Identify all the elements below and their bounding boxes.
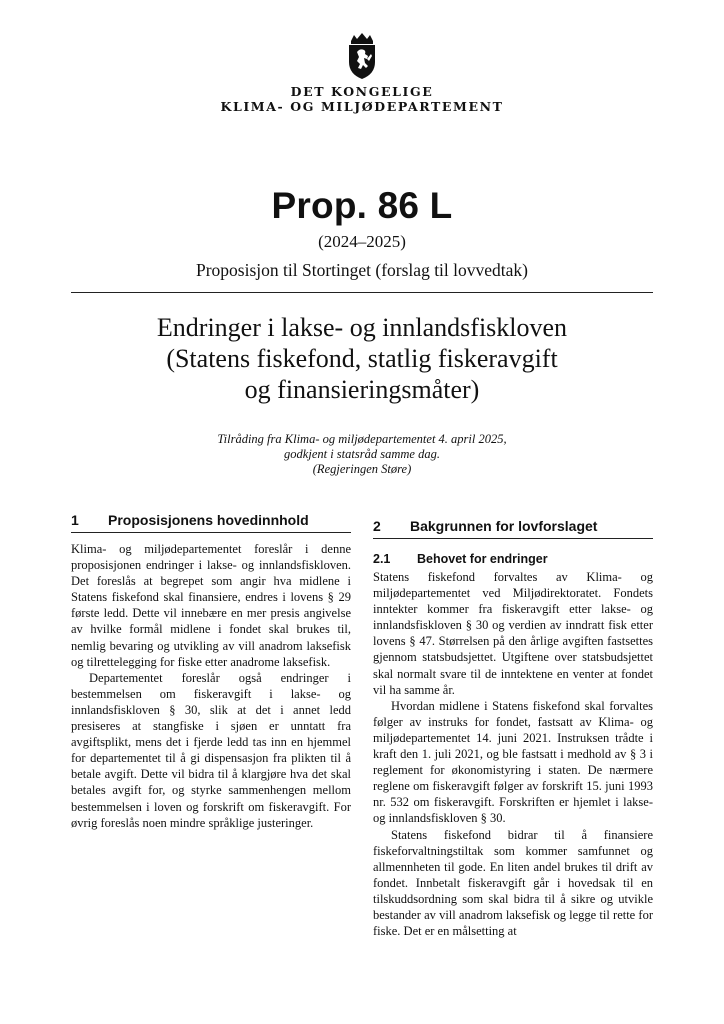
norwegian-lion-coat-of-arms-icon bbox=[341, 32, 383, 80]
section-heading bbox=[373, 516, 653, 539]
approval-note bbox=[0, 432, 724, 477]
approval-line: (Regjeringen Støre) bbox=[312, 462, 412, 476]
session-years: (2024–2025) bbox=[318, 232, 406, 251]
main-title-line: og finansieringsmåter) bbox=[244, 375, 480, 404]
department-name-line2: KLIMA- OG MILJØDEPARTEMENT bbox=[220, 99, 504, 114]
department-name-line1: DET KONGELIGE bbox=[290, 84, 434, 99]
subsection-title: Behovet for endringer bbox=[417, 552, 548, 566]
section-number: 1 bbox=[71, 512, 79, 528]
section-number: 2 bbox=[373, 518, 381, 534]
main-title bbox=[0, 312, 724, 405]
letterhead bbox=[0, 32, 724, 114]
body-paragraph: Statens fiskefond forvaltes av Klima- og miljødepartementet ved Miljødirektoratet. Fondets inntekter kommer fra fiskeravgift etter lakse- og innlandsfiskloven § 30 og verdien av inndratt fisk etter lovens § 47. Størrelsen på den årlige avgiften fastsettes gjennom statsbudsjettet. Utgiftene over statsbudsjettet skal normalt svare til de inntektene en venter at fondet vil ha samme år. bbox=[373, 570, 653, 697]
right-column bbox=[373, 516, 653, 939]
subsection-number: 2.1 bbox=[373, 552, 391, 566]
section-title: Bakgrunnen for lovforslaget bbox=[410, 518, 598, 534]
body-paragraph: Departementet foreslår også endringer i bestemmelsen om fiskeravgift i lakse- og innlandsfiskloven § 30, slik at det i annet ledd presiseres at stangfiske i sjøen er unntatt fra avgiftsplikt, mens det i fjerde ledd tas inn en hjemmel for departementet til å gi dispensasjon fra plikten til å betale avgift. Dette vil bidra til å klargjøre hva det skal betales avgift for, og styrke sammenhengen mellom bestemmelsen i loven og forskrift om fiskeravgift. For øvrig foreslås noen mindre språklige justeringer. bbox=[71, 670, 351, 830]
subsection-heading bbox=[373, 551, 653, 567]
body-paragraph: Klima- og miljødepartementet foreslår i denne proposisjonen endringer i lakse- og innlandsfiskloven. Det foreslås at begrepet som angir hva midlene i Statens fiskefond skal finansiere, endres i lovens § 29 første ledd. Dette vil innebære en mer presis angivelse av hvilke formål midlene i fondet skal brukes til, nemlig bevaring og utvikling av vill anadrom laksefisk og tilrettelegging for fiske etter anadrome laksefisk. bbox=[71, 542, 351, 669]
main-title-line: (Statens fiskefond, statlig fiskeravgift bbox=[166, 344, 558, 373]
title-divider bbox=[71, 292, 653, 293]
section-title: Proposisjonens hovedinnhold bbox=[108, 512, 309, 528]
proposition-number: Prop. 86 L bbox=[271, 185, 453, 226]
left-column bbox=[71, 510, 351, 831]
body-paragraph: Hvordan midlene i Statens fiskefond skal forvaltes følger av instruks for fondet, fastsatt av Klima- og miljødepartementet 14. juni 2021. Instruksen trådte i kraft den 1. juli 2021, og ble fastsatt i medhold av § 3 i reglement for økonomistyring i staten. De nærmere reglene om fiskeravgift følger av forskrift 15. juni 1993 nr. 532 om fiskeravgift. Forskriften er hjemlet i lakse- og innlandsfiskloven § 30. bbox=[373, 698, 653, 826]
main-title-line: Endringer i lakse- og innlandsfiskloven bbox=[156, 313, 568, 342]
approval-line: Tilråding fra Klima- og miljødepartementet 4. april 2025, bbox=[217, 432, 507, 446]
approval-line: godkjent i statsråd samme dag. bbox=[284, 447, 440, 461]
section-heading bbox=[71, 510, 351, 533]
body-paragraph: Statens fiskefond bidrar til å finansiere fiskeforvaltningstiltak som kommer samfunnet og allmennheten til gode. En liten andel brukes til drift av fondet. Innbetalt fiskeravgift går i hovedsak til en tilskuddsordning som skal bidra til å sikre og utvikle bestander av vill anadrom laksefisk og legge til rette for fiske. Det er en målsetting at bbox=[373, 827, 653, 939]
proposition-type: Proposisjon til Stortinget (forslag til lovvedtak) bbox=[196, 260, 528, 280]
